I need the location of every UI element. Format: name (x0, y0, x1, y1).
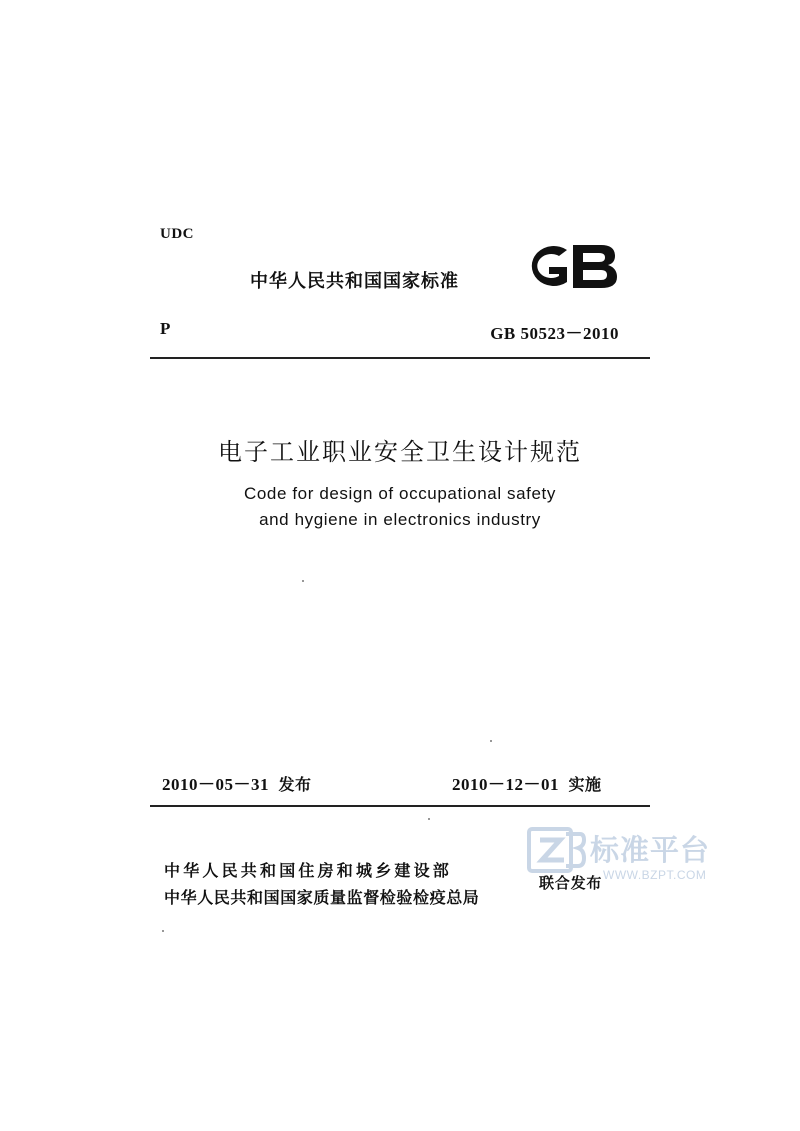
standard-number: GB 50523－2010 (490, 324, 619, 343)
issuer-line1: 中华人民共和国住房和城乡建设部 (164, 861, 453, 880)
joint-issue-label: 联合发布 (539, 874, 603, 892)
issuer-line2: 中华人民共和国国家质量监督检验检疫总局 (164, 888, 480, 907)
watermark-name: 标准平台 (590, 833, 711, 867)
issue-date (162, 770, 312, 795)
gb-logo (521, 240, 619, 292)
header-divider (150, 357, 650, 359)
classification-code: P (160, 319, 171, 338)
title-english-line2: and hygiene in electronics industry (259, 510, 541, 529)
effective-date (452, 770, 602, 795)
effective-label: 实施 (568, 775, 602, 794)
issue-label: 发布 (278, 775, 312, 794)
watermark-url: WWW.BZPT.COM (603, 868, 707, 882)
scan-speck (490, 740, 492, 742)
title-english-line1: Code for design of occupational safety (244, 484, 556, 503)
watermark-logo (526, 826, 586, 874)
scan-speck (302, 580, 304, 582)
udc-label: UDC (160, 226, 194, 242)
standard-type-title: 中华人民共和国国家标准 (250, 271, 459, 292)
footer-divider (150, 805, 650, 807)
title-chinese: 电子工业职业安全卫生设计规范 (218, 438, 582, 466)
effective-date-value: 2010－12－01 (452, 775, 559, 794)
scan-speck (428, 818, 430, 820)
scan-speck (162, 930, 164, 932)
issue-date-value: 2010－05－31 (162, 775, 269, 794)
